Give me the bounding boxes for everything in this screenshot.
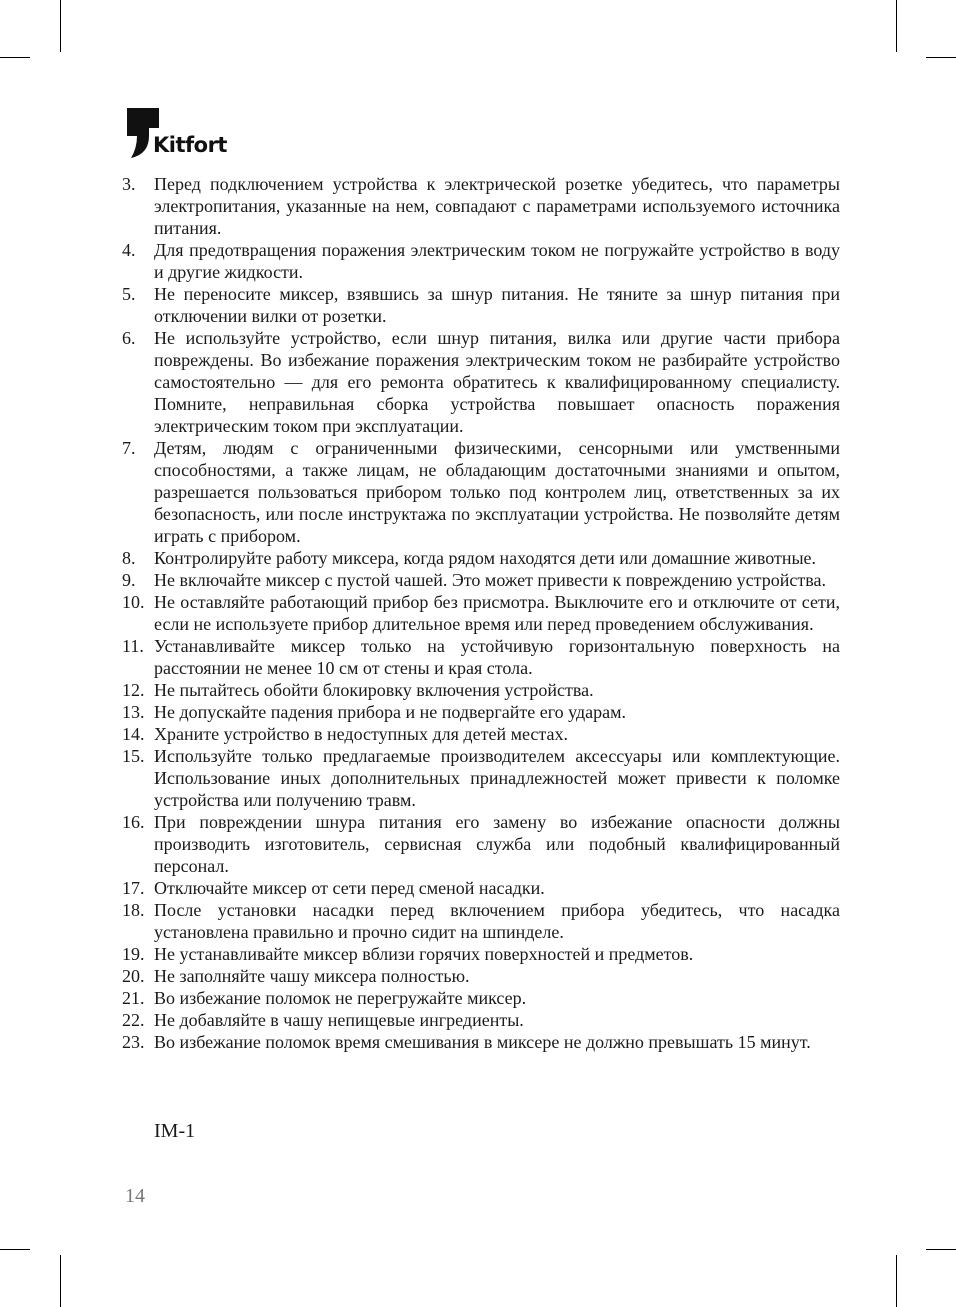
list-item-number: 13. [122, 702, 145, 722]
crop-mark-bottom-left [60, 1255, 61, 1307]
brand-logo [127, 108, 227, 160]
list-item-text: Не допускайте падения прибора и не подвергайте его ударам. [154, 702, 627, 722]
list-item [122, 1031, 840, 1053]
list-item-text: Контролируйте работу миксера, когда рядом находятся дети или домашние животные. [154, 548, 817, 568]
list-item-text: Устанавливайте миксер только на устойчивую горизонтальную поверхность на расстоянии не менее 10 см от стены и края стола. [154, 636, 840, 678]
list-item-number: 5. [122, 284, 136, 304]
list-item-number: 16. [122, 812, 145, 832]
list-item-text: Детям, людям с ограниченными физическими, сенсорными или умственными способностями, а также лицам, не обладающим достаточными знаниями и опытом, разрешается пользоваться прибором только под контролем лиц, ответственных за их безопасность, или после инструктажа по эксплуатации устройства. Не позволяйте детям играть с прибором. [154, 438, 840, 546]
list-item [122, 635, 840, 679]
list-item [122, 679, 840, 701]
list-item-text: Храните устройство в недоступных для детей местах. [154, 724, 568, 744]
list-item [122, 547, 840, 569]
list-item-text: Не устанавливайте миксер вблизи горячих поверхностей и предметов. [154, 944, 694, 964]
list-item-text: После установки насадки перед включением прибора убедитесь, что насадка установлена правильно и прочно сидит на шпинделе. [154, 900, 840, 942]
list-item-text: Не включайте миксер с пустой чашей. Это может привести к повреждению устройства. [154, 570, 826, 590]
list-item-text: Для предотвращения поражения электрическим током не погружайте устройство в воду и другие жидкости. [154, 240, 840, 282]
page-number: 14 [125, 1185, 145, 1207]
list-item-number: 11. [122, 636, 144, 656]
list-item [122, 723, 840, 745]
list-item [122, 877, 840, 899]
list-item-number: 6. [122, 328, 136, 348]
list-item [122, 173, 840, 239]
list-item-number: 20. [122, 966, 145, 986]
list-item-number: 10. [122, 592, 145, 612]
list-item-text: Используйте только предлагаемые производителем аксессуары или комплектующие. Использование иных дополнительных принадлежностей может привести к поломке устройства или получению травм. [154, 746, 840, 810]
list-item-text: Не переносите миксер, взявшись за шнур питания. Не тяните за шнур питания при отключении вилки от розетки. [154, 284, 840, 326]
list-item [122, 569, 840, 591]
list-item-number: 23. [122, 1032, 145, 1052]
list-item-number: 4. [122, 240, 136, 260]
list-item-number: 18. [122, 900, 145, 920]
list-item-number: 7. [122, 438, 136, 458]
brand-name: Kitfort [153, 133, 227, 157]
list-item-number: 9. [122, 570, 136, 590]
list-item [122, 987, 840, 1009]
list-item-number: 12. [122, 680, 145, 700]
list-item-text: Отключайте миксер от сети перед сменой насадки. [154, 878, 545, 898]
crop-mark-top-right [896, 0, 897, 52]
list-item [122, 701, 840, 723]
model-name: IM-1 [154, 1120, 196, 1142]
list-item [122, 327, 840, 437]
list-item-number: 17. [122, 878, 145, 898]
list-item [122, 943, 840, 965]
crop-mark-bottom-left-h [0, 1249, 30, 1250]
list-item [122, 899, 840, 943]
list-item [122, 239, 840, 283]
list-item-text: Не заполняйте чашу миксера полностью. [154, 966, 470, 986]
crop-mark-bottom-right-h [926, 1249, 956, 1250]
list-item-number: 15. [122, 746, 145, 766]
list-item [122, 811, 840, 877]
list-item-text: Не добавляйте в чашу непищевые ингредиенты. [154, 1010, 524, 1030]
list-item-number: 21. [122, 988, 145, 1008]
list-item-text: Во избежание поломок не перегружайте миксер. [154, 988, 527, 1008]
list-item-text: При повреждении шнура питания его замену во избежание опасности должны производить изготовитель, сервисная служба или подобный квалифицированный персонал. [154, 812, 840, 876]
list-item-text: Во избежание поломок время смешивания в миксере не должно превышать 15 минут. [154, 1032, 811, 1052]
list-item-number: 22. [122, 1010, 145, 1030]
list-item-number: 3. [122, 174, 136, 194]
crop-mark-top-right-h [926, 57, 956, 58]
safety-instructions-list [122, 173, 840, 1053]
crop-mark-top-left-h [0, 57, 30, 58]
list-item [122, 591, 840, 635]
list-item-text: Не пытайтесь обойти блокировку включения устройства. [154, 680, 594, 700]
list-item [122, 745, 840, 811]
list-item-number: 19. [122, 944, 145, 964]
list-item-text: Перед подключением устройства к электрической розетке убедитесь, что параметры электропитания, указанные на нем, совпадают с параметрами используемого источника питания. [154, 174, 840, 238]
list-item [122, 283, 840, 327]
list-item-number: 14. [122, 724, 145, 744]
list-item-number: 8. [122, 548, 136, 568]
list-item [122, 437, 840, 547]
list-item-text: Не оставляйте работающий прибор без присмотра. Выключите его и отключите от сети, если не используете прибор длительное время или перед проведением обслуживания. [154, 592, 840, 634]
list-item [122, 965, 840, 987]
list-item [122, 1009, 840, 1031]
list-item-text: Не используйте устройство, если шнур питания, вилка или другие части прибора повреждены. Во избежание поражения электрическим током не разбирайте устройство самостоятельно — для его ремонта обратитесь к квалифицированному специалисту. Помните, неправильная сборка устройства повышает опасность поражения электрическим током при эксплуатации. [154, 328, 840, 436]
crop-mark-bottom-right [896, 1255, 897, 1307]
crop-mark-top-left [60, 0, 61, 52]
